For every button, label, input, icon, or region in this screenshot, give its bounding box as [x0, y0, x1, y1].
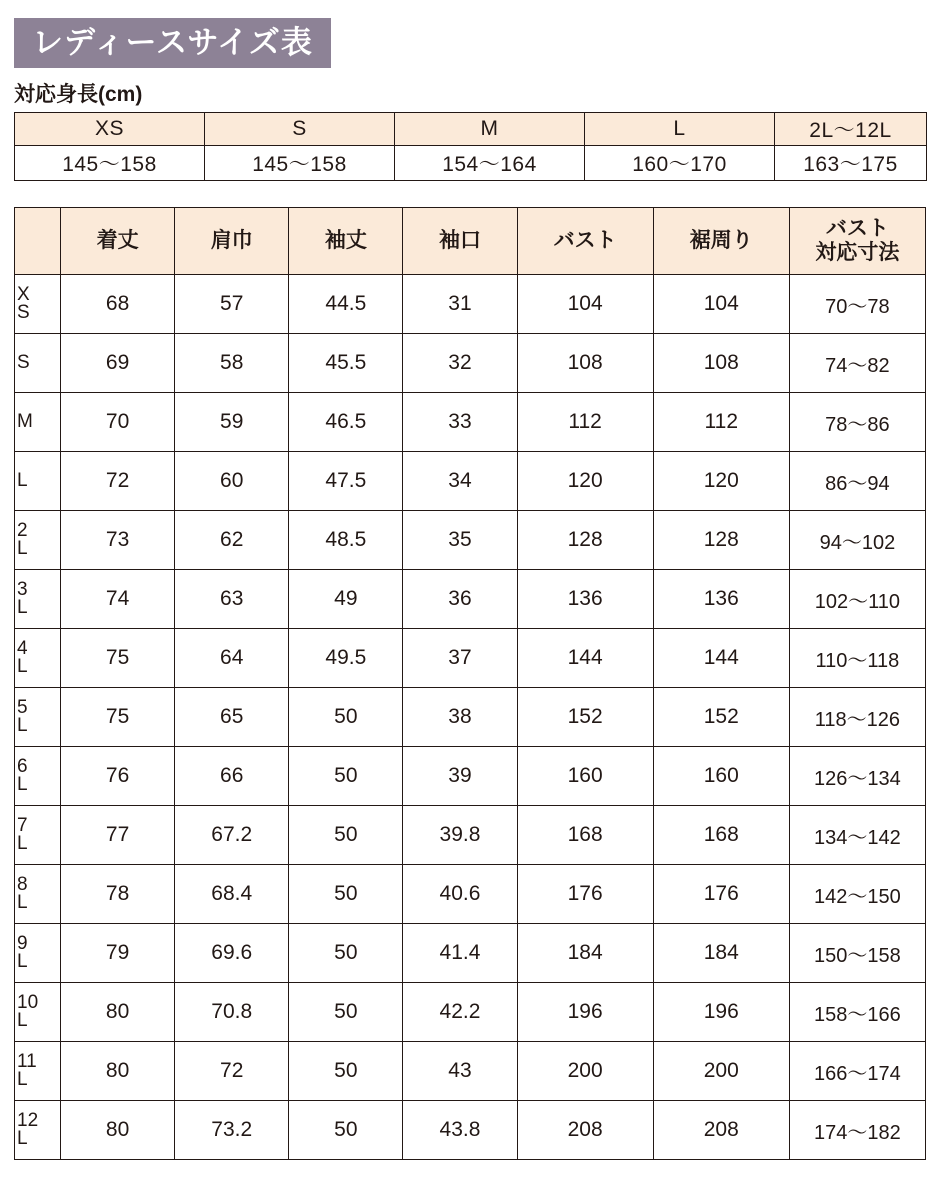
measurement-cell: 104: [517, 275, 653, 334]
measurement-cell: 50: [289, 806, 403, 865]
measurement-cell: 57: [175, 275, 289, 334]
height-header-cell: 2L〜12L: [775, 113, 927, 146]
measurement-cell: 73.2: [175, 1101, 289, 1160]
measurements-table: [14, 207, 926, 1160]
bust-range-cell: 78〜86: [789, 393, 925, 452]
measurement-cell: 70: [61, 393, 175, 452]
measurement-cell: 39: [403, 747, 517, 806]
measurement-cell: 136: [517, 570, 653, 629]
bust-range-cell: 110〜118: [789, 629, 925, 688]
measurement-cell: 49: [289, 570, 403, 629]
table-row: [15, 334, 926, 393]
height-header-cell: L: [585, 113, 775, 146]
height-header-cell: XS: [15, 113, 205, 146]
height-table-header-row: [15, 113, 927, 146]
measurement-cell: 40.6: [403, 865, 517, 924]
row-size-label: 8 L: [15, 865, 61, 924]
table-row: [15, 511, 926, 570]
bust-range-cell: 86〜94: [789, 452, 925, 511]
measurement-cell: 43: [403, 1042, 517, 1101]
bust-range-cell: 70〜78: [789, 275, 925, 334]
row-size-label: M: [15, 393, 61, 452]
measurement-cell: 36: [403, 570, 517, 629]
table-row: [15, 806, 926, 865]
table-row: [15, 688, 926, 747]
measurement-cell: 104: [653, 275, 789, 334]
measurement-cell: 200: [653, 1042, 789, 1101]
measurement-cell: 69.6: [175, 924, 289, 983]
measurement-cell: 72: [175, 1042, 289, 1101]
measurement-cell: 80: [61, 1042, 175, 1101]
height-value-cell: 154〜164: [395, 146, 585, 181]
height-table-value-row: [15, 146, 927, 181]
table-row: [15, 747, 926, 806]
measurement-cell: 47.5: [289, 452, 403, 511]
measurement-cell: 46.5: [289, 393, 403, 452]
measurements-header-cell: 袖丈: [289, 208, 403, 275]
measurement-cell: 31: [403, 275, 517, 334]
bust-range-cell: 158〜166: [789, 983, 925, 1042]
measurement-cell: 34: [403, 452, 517, 511]
measurement-cell: 50: [289, 924, 403, 983]
row-size-label: 10 L: [15, 983, 61, 1042]
table-row: [15, 275, 926, 334]
measurements-header-cell: バスト: [517, 208, 653, 275]
row-size-label: 5 L: [15, 688, 61, 747]
measurement-cell: 120: [653, 452, 789, 511]
measurement-cell: 77: [61, 806, 175, 865]
bust-range-cell: 150〜158: [789, 924, 925, 983]
measurement-cell: 60: [175, 452, 289, 511]
measurement-cell: 35: [403, 511, 517, 570]
measurement-cell: 120: [517, 452, 653, 511]
measurement-cell: 72: [61, 452, 175, 511]
height-table: [14, 112, 927, 181]
measurement-cell: 168: [653, 806, 789, 865]
measurement-cell: 58: [175, 334, 289, 393]
height-header-cell: M: [395, 113, 585, 146]
measurement-cell: 68: [61, 275, 175, 334]
measurement-cell: 50: [289, 1101, 403, 1160]
bust-range-cell: 126〜134: [789, 747, 925, 806]
measurement-cell: 176: [517, 865, 653, 924]
row-size-label: 3 L: [15, 570, 61, 629]
row-size-label: 11 L: [15, 1042, 61, 1101]
measurement-cell: 108: [517, 334, 653, 393]
height-value-cell: 145〜158: [205, 146, 395, 181]
measurement-cell: 152: [517, 688, 653, 747]
measurements-header-row: [15, 208, 926, 275]
measurement-cell: 33: [403, 393, 517, 452]
row-size-label: 2 L: [15, 511, 61, 570]
page-title: レディースサイズ表: [14, 18, 331, 68]
table-row: [15, 924, 926, 983]
measurement-cell: 112: [517, 393, 653, 452]
measurements-header-cell: バスト 対応寸法: [789, 208, 925, 275]
height-value-cell: 160〜170: [585, 146, 775, 181]
measurement-cell: 160: [653, 747, 789, 806]
measurements-header-cell: 裾周り: [653, 208, 789, 275]
measurement-cell: 160: [517, 747, 653, 806]
measurement-cell: 75: [61, 688, 175, 747]
measurement-cell: 176: [653, 865, 789, 924]
bust-range-cell: 74〜82: [789, 334, 925, 393]
measurement-cell: 44.5: [289, 275, 403, 334]
measurement-cell: 79: [61, 924, 175, 983]
row-size-label: L: [15, 452, 61, 511]
measurement-cell: 48.5: [289, 511, 403, 570]
measurement-cell: 62: [175, 511, 289, 570]
measurement-cell: 208: [517, 1101, 653, 1160]
measurement-cell: 200: [517, 1042, 653, 1101]
measurement-cell: 63: [175, 570, 289, 629]
measurement-cell: 49.5: [289, 629, 403, 688]
measurement-cell: 50: [289, 1042, 403, 1101]
measurement-cell: 50: [289, 865, 403, 924]
measurement-cell: 208: [653, 1101, 789, 1160]
measurement-cell: 80: [61, 983, 175, 1042]
row-size-label: X S: [15, 275, 61, 334]
measurement-cell: 66: [175, 747, 289, 806]
measurement-cell: 37: [403, 629, 517, 688]
measurement-cell: 73: [61, 511, 175, 570]
measurement-cell: 196: [653, 983, 789, 1042]
measurement-cell: 50: [289, 983, 403, 1042]
measurement-cell: 144: [653, 629, 789, 688]
measurement-cell: 75: [61, 629, 175, 688]
measurement-cell: 59: [175, 393, 289, 452]
height-value-cell: 145〜158: [15, 146, 205, 181]
measurement-cell: 80: [61, 1101, 175, 1160]
measurement-cell: 76: [61, 747, 175, 806]
table-row: [15, 570, 926, 629]
measurement-cell: 64: [175, 629, 289, 688]
height-value-cell: 163〜175: [775, 146, 927, 181]
measurement-cell: 74: [61, 570, 175, 629]
measurement-cell: 196: [517, 983, 653, 1042]
measurements-header-cell: 着丈: [61, 208, 175, 275]
table-row: [15, 452, 926, 511]
measurement-cell: 50: [289, 688, 403, 747]
table-row: [15, 1042, 926, 1101]
height-section-label: 対応身長(cm): [14, 83, 143, 106]
measurement-cell: 128: [517, 511, 653, 570]
measurement-cell: 70.8: [175, 983, 289, 1042]
table-row: [15, 865, 926, 924]
measurement-cell: 184: [653, 924, 789, 983]
measurement-cell: 128: [653, 511, 789, 570]
row-size-label: 12 L: [15, 1101, 61, 1160]
table-row: [15, 393, 926, 452]
height-header-cell: S: [205, 113, 395, 146]
measurement-cell: 50: [289, 747, 403, 806]
bust-range-cell: 174〜182: [789, 1101, 925, 1160]
bust-range-cell: 118〜126: [789, 688, 925, 747]
measurement-cell: 42.2: [403, 983, 517, 1042]
measurement-cell: 38: [403, 688, 517, 747]
measurement-cell: 136: [653, 570, 789, 629]
measurement-cell: 184: [517, 924, 653, 983]
measurement-cell: 168: [517, 806, 653, 865]
measurement-cell: 152: [653, 688, 789, 747]
bust-range-cell: 166〜174: [789, 1042, 925, 1101]
row-size-label: 6 L: [15, 747, 61, 806]
row-size-label: S: [15, 334, 61, 393]
measurement-cell: 45.5: [289, 334, 403, 393]
table-row: [15, 983, 926, 1042]
table-row: [15, 1101, 926, 1160]
bust-range-cell: 134〜142: [789, 806, 925, 865]
measurement-cell: 39.8: [403, 806, 517, 865]
bust-range-cell: 94〜102: [789, 511, 925, 570]
row-size-label: 9 L: [15, 924, 61, 983]
measurements-header-cell: 肩巾: [175, 208, 289, 275]
measurement-cell: 78: [61, 865, 175, 924]
measurements-corner-cell: [15, 208, 61, 275]
bust-range-cell: 142〜150: [789, 865, 925, 924]
measurement-cell: 67.2: [175, 806, 289, 865]
measurement-cell: 69: [61, 334, 175, 393]
measurement-cell: 41.4: [403, 924, 517, 983]
row-size-label: 7 L: [15, 806, 61, 865]
measurement-cell: 65: [175, 688, 289, 747]
measurement-cell: 144: [517, 629, 653, 688]
measurements-header-cell: 袖口: [403, 208, 517, 275]
measurement-cell: 112: [653, 393, 789, 452]
measurement-cell: 43.8: [403, 1101, 517, 1160]
measurement-cell: 108: [653, 334, 789, 393]
bust-range-cell: 102〜110: [789, 570, 925, 629]
row-size-label: 4 L: [15, 629, 61, 688]
table-row: [15, 629, 926, 688]
measurement-cell: 68.4: [175, 865, 289, 924]
measurement-cell: 32: [403, 334, 517, 393]
